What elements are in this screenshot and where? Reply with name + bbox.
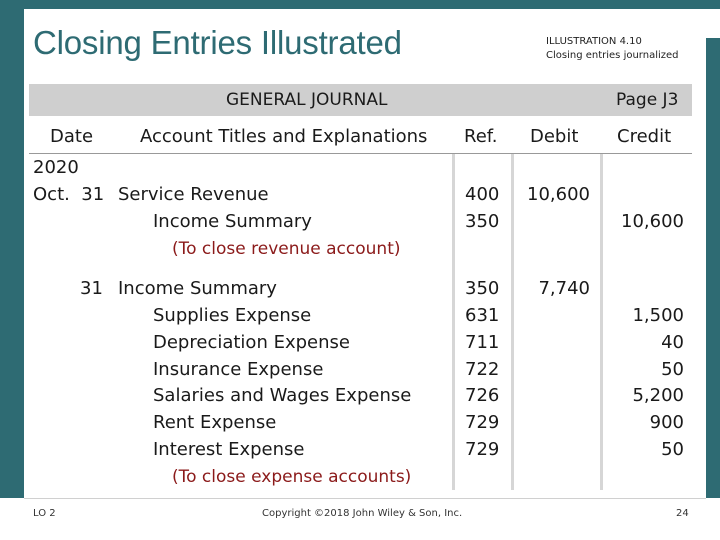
entry-credit-amount: 1,500	[632, 305, 684, 326]
journal-page-label: Page J3	[616, 90, 679, 110]
entry-debit-account: Service Revenue	[118, 184, 269, 205]
illustration-number: ILLUSTRATION 4.10	[546, 36, 642, 47]
entry-debit-amount: 10,600	[527, 184, 590, 205]
entry-credit-amount: 50	[661, 359, 684, 380]
entry-date: Oct. 31	[33, 184, 105, 205]
entry-credit-account: Salaries and Wages Expense	[153, 385, 412, 406]
entry-credit-amount: 5,200	[632, 385, 684, 406]
entry-debit-account: Income Summary	[118, 278, 277, 299]
column-separator	[452, 154, 455, 490]
entry-credit-account: Insurance Expense	[153, 359, 324, 380]
entry-debit-amount: 7,740	[538, 278, 590, 299]
entry-debit-ref: 400	[465, 184, 500, 205]
left-accent-bar	[0, 9, 24, 498]
entry-credit-ref: 726	[465, 385, 500, 406]
col-header-ref: Ref.	[464, 126, 498, 147]
col-header-account: Account Titles and Explanations	[140, 126, 428, 147]
entry-credit-account: Supplies Expense	[153, 305, 312, 326]
illustration-label	[546, 35, 679, 63]
entry-date: 31	[80, 278, 103, 299]
entry-year: 2020	[33, 157, 79, 178]
col-header-date: Date	[50, 126, 94, 147]
entry-credit-account: Rent Expense	[153, 412, 277, 433]
entry-credit-amount: 40	[661, 332, 684, 353]
entry-credit-ref: 631	[465, 305, 500, 326]
entry-credit-ref: 729	[465, 439, 500, 460]
slide-title: Closing Entries Illustrated	[33, 24, 402, 61]
journal-title: GENERAL JOURNAL	[226, 90, 388, 110]
col-header-debit: Debit	[530, 126, 579, 147]
col-header-credit: Credit	[617, 126, 672, 147]
entry-credit-amount: 10,600	[621, 211, 684, 232]
entry-credit-account: Interest Expense	[153, 439, 305, 460]
entry-credit-amount: 50	[661, 439, 684, 460]
footer-divider	[24, 498, 706, 499]
column-separator	[600, 154, 603, 490]
entry-credit-amount: 900	[649, 412, 684, 433]
learning-objective-label: LO 2	[33, 508, 56, 519]
illustration-caption: Closing entries journalized	[546, 50, 679, 61]
entry-explanation: (To close expense accounts)	[172, 467, 412, 487]
right-accent-bar	[706, 38, 720, 498]
entry-credit-ref: 722	[465, 359, 500, 380]
entry-debit-ref: 350	[465, 278, 500, 299]
entry-credit-account: Income Summary	[153, 211, 312, 232]
entry-credit-account: Depreciation Expense	[153, 332, 350, 353]
entry-credit-ref: 350	[465, 211, 500, 232]
entry-credit-ref: 711	[465, 332, 500, 353]
entry-explanation: (To close revenue account)	[172, 239, 401, 259]
top-accent-bar	[0, 0, 720, 9]
column-separator	[511, 154, 514, 490]
copyright-notice: Copyright ©2018 John Wiley & Son, Inc.	[262, 508, 463, 519]
header-divider	[29, 153, 692, 154]
slide-page-number: 24	[676, 508, 689, 519]
entry-credit-ref: 729	[465, 412, 500, 433]
